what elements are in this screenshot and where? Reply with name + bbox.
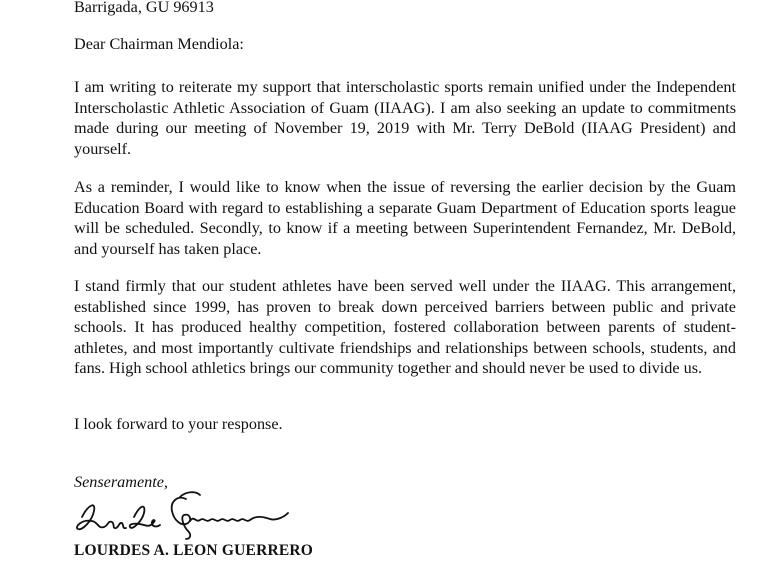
paragraph-iiaag: I stand firmly that our student athletes have been served well under the IIAAG. This arrangement, established since 1999, has proven to break down perceived barriers between public and private schools. It has produced healthy competition, fostered collaboration between parents of student-athletes, and most importantly cultivate friendships and relationships between schools, students, and fans. High school athletics brings our community together and should never be used to divide us. <box>74 277 736 377</box>
paragraph-reminder: As a reminder, I would like to know when the issue of reversing the earlier decision by the Guam Education Board with regard to establishing a separate Guam Department of Education sports league will be scheduled. Secondly, to know if a meeting between Superintendent Fernandez, Mr. DeBold, and yourself has taken place. <box>74 178 736 258</box>
paragraph-closing-line: I look forward to your response. <box>74 415 283 433</box>
paragraph-support: I am writing to reiterate my support that interscholastic sports remain unified under the Independent Interscholastic Athletic Association of Guam (IIAAG). I am also seeking an update to commitments made during our meeting of November 19, 2019 with Mr. Terry DeBold (IIAAG President) and yourself. <box>74 78 736 158</box>
closing: Senseramente, <box>74 473 168 491</box>
signer-name: LOURDES A. LEON GUERRERO <box>74 542 314 559</box>
salutation: Dear Chairman Mendiola: <box>74 35 244 53</box>
handwritten-signature <box>74 487 304 542</box>
address-line: Barrigada, GU 96913 <box>74 0 214 16</box>
